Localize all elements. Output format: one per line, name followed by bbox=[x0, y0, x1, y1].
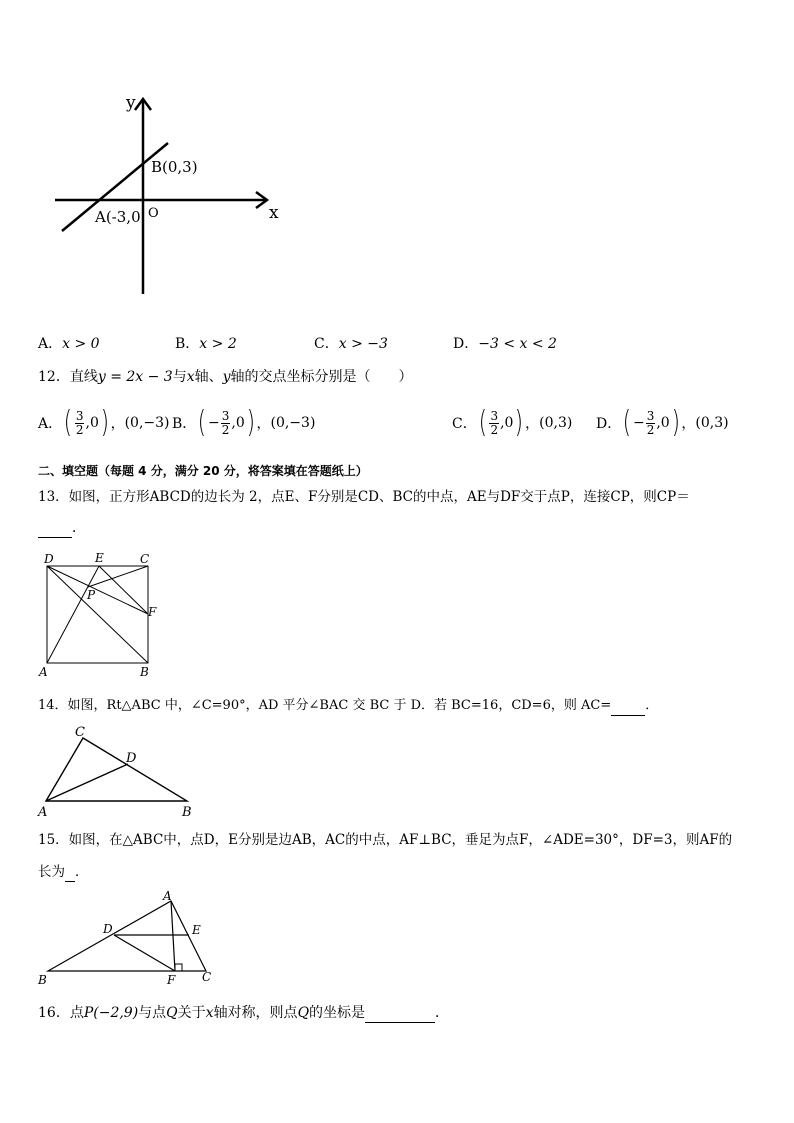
q16-end: ． bbox=[435, 1005, 450, 1021]
y-axis-label: y bbox=[126, 93, 136, 113]
q11-option-b[interactable] bbox=[175, 333, 237, 353]
q12-option-b-point1: ( − $\frac{3}{2}$ , 0 ) bbox=[198, 405, 255, 440]
q12-option-a-point1: ( $\frac{3}{2}$ , 0 ) bbox=[63, 405, 109, 440]
q12-option-b-comma: ， bbox=[256, 416, 271, 432]
q12-option-c-letter: C． bbox=[452, 416, 477, 432]
q13-stem bbox=[38, 487, 690, 507]
q12-option-a-point2: (0,−3) bbox=[124, 415, 170, 431]
q11-option-b-letter: B． bbox=[175, 336, 200, 352]
q12-option-b-letter: B． bbox=[172, 416, 197, 432]
q12-suffix: 轴的交点坐标分别是（ ） bbox=[230, 369, 413, 385]
q15-label-b: B bbox=[38, 973, 47, 987]
q13-label-d: D bbox=[44, 552, 54, 566]
q15-label-f: F bbox=[167, 973, 176, 987]
right-angle-marker bbox=[175, 964, 182, 971]
q16-point-q: Q bbox=[166, 1005, 178, 1021]
q11-option-c[interactable] bbox=[314, 333, 388, 353]
q11-option-d[interactable] bbox=[453, 333, 557, 353]
q12-option-d-comma: ， bbox=[681, 416, 696, 432]
q14-end: ． bbox=[645, 698, 659, 713]
q13-label-f: F bbox=[148, 605, 157, 619]
q11-option-a[interactable] bbox=[38, 333, 100, 353]
q12-option-d-fraction: $\frac{3}{2}$ bbox=[646, 408, 655, 437]
q12-y-var: y bbox=[222, 369, 231, 385]
q15-label-e: E bbox=[192, 923, 201, 937]
q13-text: 13．如图，正方形ABCD的边长为 2，点E、F分别是CD、BC的中点，AE与DF交于点P，连接CP，则CP＝ bbox=[38, 489, 690, 505]
q12-option-c-point2: (0,3) bbox=[539, 415, 573, 431]
q14-label-b: B bbox=[182, 805, 192, 820]
q16-prefix: 16．点 bbox=[38, 1005, 84, 1021]
q13-label-p: P bbox=[87, 588, 96, 602]
q12-middle2: 轴、 bbox=[194, 369, 223, 385]
q14-label-c: C bbox=[75, 725, 85, 740]
q13-end: ． bbox=[72, 520, 86, 536]
q15-stem-line2 bbox=[38, 862, 89, 882]
segment-ad bbox=[46, 764, 128, 801]
q16-middle3: 轴对称，则点 bbox=[213, 1005, 298, 1021]
q14-label-a: A bbox=[38, 805, 48, 820]
q14-label-d: D bbox=[126, 751, 137, 766]
point-a-label: A(-3,0 bbox=[95, 208, 141, 226]
q11-option-d-text: −3 < x < 2 bbox=[478, 336, 557, 352]
q16-stem bbox=[38, 1003, 449, 1023]
q12-option-c-comma: ， bbox=[525, 416, 540, 432]
q12-option-b-point2: (0,−3) bbox=[270, 415, 316, 431]
q16-suffix: 的坐标是 bbox=[309, 1005, 366, 1021]
q15-line2-prefix: 长为 bbox=[38, 864, 65, 880]
q16-middle1: 与点 bbox=[138, 1005, 167, 1021]
q12-stem bbox=[38, 367, 413, 387]
q12-option-a-comma: ， bbox=[110, 416, 125, 432]
q13-label-b: B bbox=[140, 665, 149, 679]
segment-af bbox=[171, 901, 175, 971]
q16-answer-blank[interactable] bbox=[365, 1008, 435, 1023]
q15-answer-blank[interactable] bbox=[65, 867, 75, 882]
q12-option-c-point1: ( $\frac{3}{2}$ , 0 ) bbox=[478, 405, 524, 440]
q16-x-var: x bbox=[205, 1005, 214, 1021]
q13-label-a: A bbox=[39, 665, 48, 679]
q15-label-a: A bbox=[163, 889, 172, 903]
q12-equation: y = 2x − 3 bbox=[97, 369, 173, 385]
q12-option-b[interactable] bbox=[172, 405, 316, 440]
origin-label: O bbox=[148, 206, 159, 221]
q11-option-a-text: x > 0 bbox=[62, 336, 100, 352]
q12-option-c[interactable] bbox=[452, 405, 573, 440]
q11-option-c-text: x > −3 bbox=[338, 336, 388, 352]
q11-option-b-text: x > 2 bbox=[199, 336, 237, 352]
q11-option-a-letter: A． bbox=[38, 336, 63, 352]
segment-df bbox=[114, 935, 175, 971]
q14-text: 14．如图，Rt△ABC 中，∠C=90°，AD 平分∠BAC 交 BC 于 D．若 BC=16，CD=6，则 AC= bbox=[38, 698, 612, 713]
q15-triangle-figure bbox=[36, 888, 221, 988]
q14-triangle-figure bbox=[36, 722, 196, 820]
triangle-abc bbox=[48, 901, 206, 971]
q13-answer-line[interactable] bbox=[38, 518, 86, 538]
q12-option-a-letter: A． bbox=[38, 416, 63, 432]
q12-option-a-fraction: $\frac{3}{2}$ bbox=[75, 408, 84, 437]
q12-option-b-fraction: $\frac{3}{2}$ bbox=[221, 408, 230, 437]
q15-label-d: D bbox=[103, 922, 113, 936]
point-b-label: B(0,3) bbox=[151, 158, 198, 176]
q12-option-c-fraction: $\frac{3}{2}$ bbox=[490, 408, 499, 437]
segment-ef bbox=[99, 566, 148, 614]
q13-label-c: C bbox=[140, 552, 150, 566]
q16-point-q2: Q bbox=[297, 1005, 310, 1021]
segment-df bbox=[47, 566, 148, 614]
q13-answer-blank[interactable] bbox=[38, 523, 72, 538]
q12-option-d[interactable] bbox=[596, 405, 729, 440]
q15-line2-end: ． bbox=[75, 864, 89, 880]
q14-answer-blank[interactable] bbox=[611, 701, 645, 716]
q12-prefix: 12．直线 bbox=[38, 369, 98, 385]
q11-option-c-letter: C． bbox=[314, 336, 339, 352]
q16-middle2: 关于 bbox=[177, 1005, 206, 1021]
q12-option-d-letter: D． bbox=[596, 416, 622, 432]
q12-option-d-point1: ( − $\frac{3}{2}$ , 0 ) bbox=[622, 405, 680, 440]
coordinate-graph-figure bbox=[50, 88, 290, 303]
section-2-title: 二、填空题（每题 4 分，满分 20 分，将答案填在答题纸上） bbox=[38, 464, 368, 478]
q12-middle1: 与 bbox=[172, 369, 187, 385]
q12-option-a[interactable] bbox=[38, 405, 170, 440]
q13-label-e: E bbox=[95, 551, 104, 565]
segment-db bbox=[47, 566, 148, 663]
q14-stem bbox=[38, 696, 658, 716]
q15-stem-line1 bbox=[38, 830, 732, 850]
q12-x-var: x bbox=[186, 369, 195, 385]
q12-option-d-point2: (0,3) bbox=[695, 415, 729, 431]
q15-line1: 15．如图，在△ABC中，点D，E分别是边AB，AC的中点，AF⊥BC，垂足为点F，∠ADE=30°，DF=3，则AF的 bbox=[38, 832, 733, 848]
q15-label-c: C bbox=[202, 970, 212, 984]
q16-point-p: P(−2,9) bbox=[83, 1005, 139, 1021]
q11-option-d-letter: D． bbox=[453, 336, 479, 352]
q13-square-figure bbox=[36, 550, 166, 680]
x-axis-label: x bbox=[269, 203, 279, 223]
segment-ae bbox=[47, 566, 99, 663]
